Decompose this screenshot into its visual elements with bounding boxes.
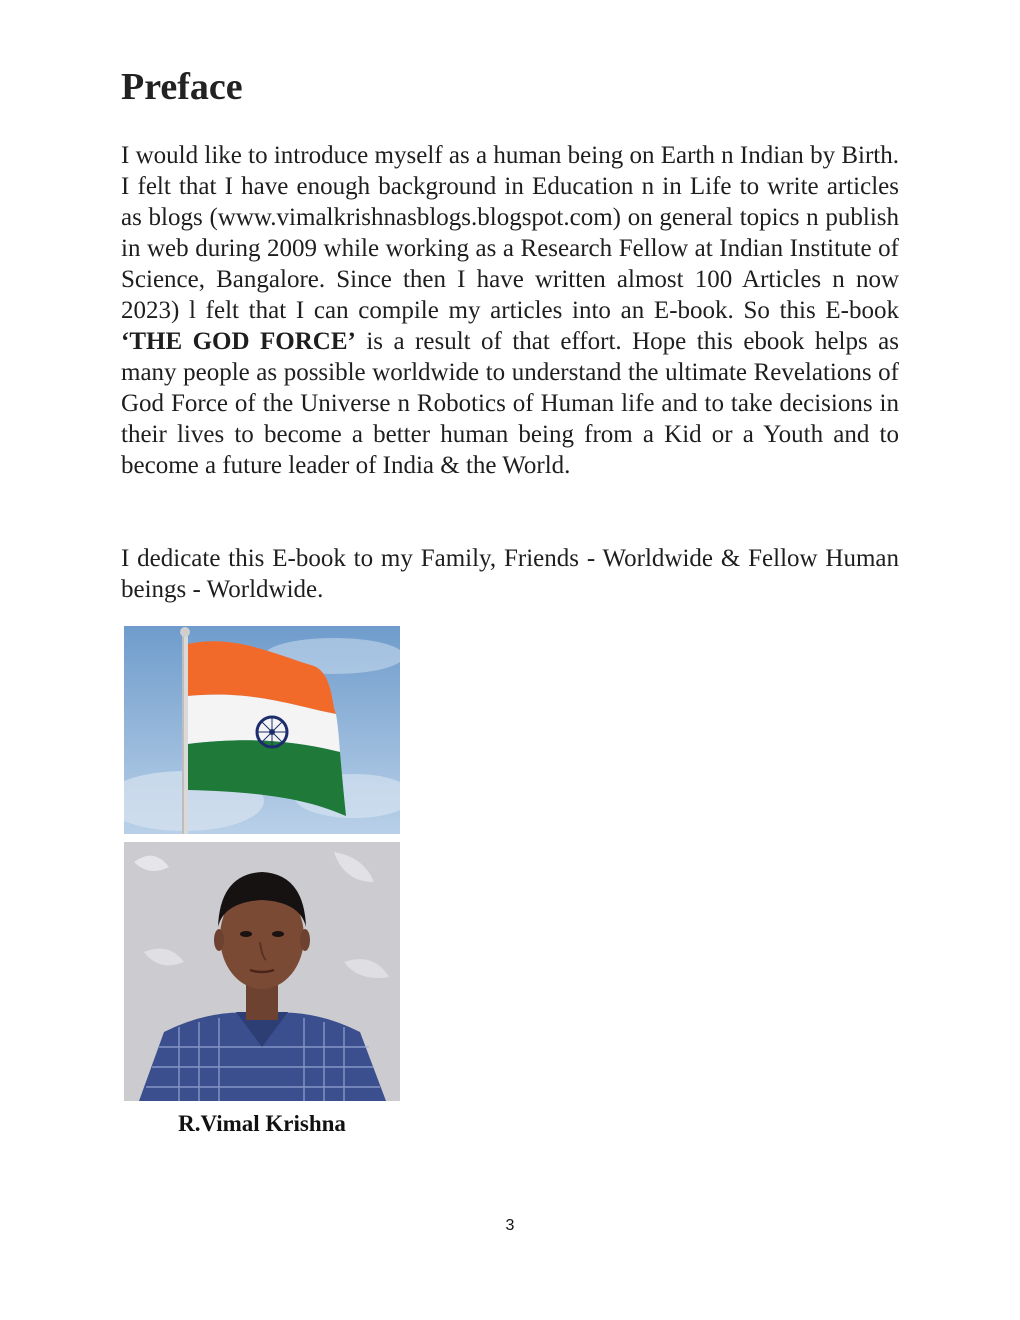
author-name-caption: R.Vimal Krishna: [178, 1111, 346, 1136]
indian-flag-image: [124, 626, 400, 834]
indian-flag-illustration: [124, 626, 400, 834]
page-number: 3: [505, 1217, 515, 1234]
author-portrait-image: [124, 842, 400, 1101]
preface-paragraph-1-text: I would like to introduce myself as a human being on Earth n Indian by Birth. I felt that I have enough background in Education n in Life to write articles as blogs (www.vimalkrishnasblogs.blogspot.com) on general topics n publish in web during 2009 while working as a Research Fellow at Indian Institute of Science, Bangalore. Since then I have written almost 100 Articles n now 2023) l felt that I can compile my articles into an E-book. So this E-book: [121, 142, 899, 324]
page-title: Preface: [121, 66, 243, 108]
preface-paragraph-1-continued: is a result of that effort. Hope this ebook helps as many people as possible worldwide to understand the ultimate Revelations of God Force of the Universe n Robotics of Human life and to take decisions in their lives to become a better human being from a Kid or a Youth and to become a future leader of India & the World.: [121, 328, 899, 479]
author-portrait-illustration: [124, 842, 400, 1101]
book-title-emphasis: ‘THE GOD FORCE’: [121, 328, 356, 355]
preface-paragraph-1: [121, 140, 899, 481]
dedication-paragraph: I dedicate this E-book to my Family, Friends - Worldwide & Fellow Human beings - Worldwide.: [121, 545, 899, 603]
